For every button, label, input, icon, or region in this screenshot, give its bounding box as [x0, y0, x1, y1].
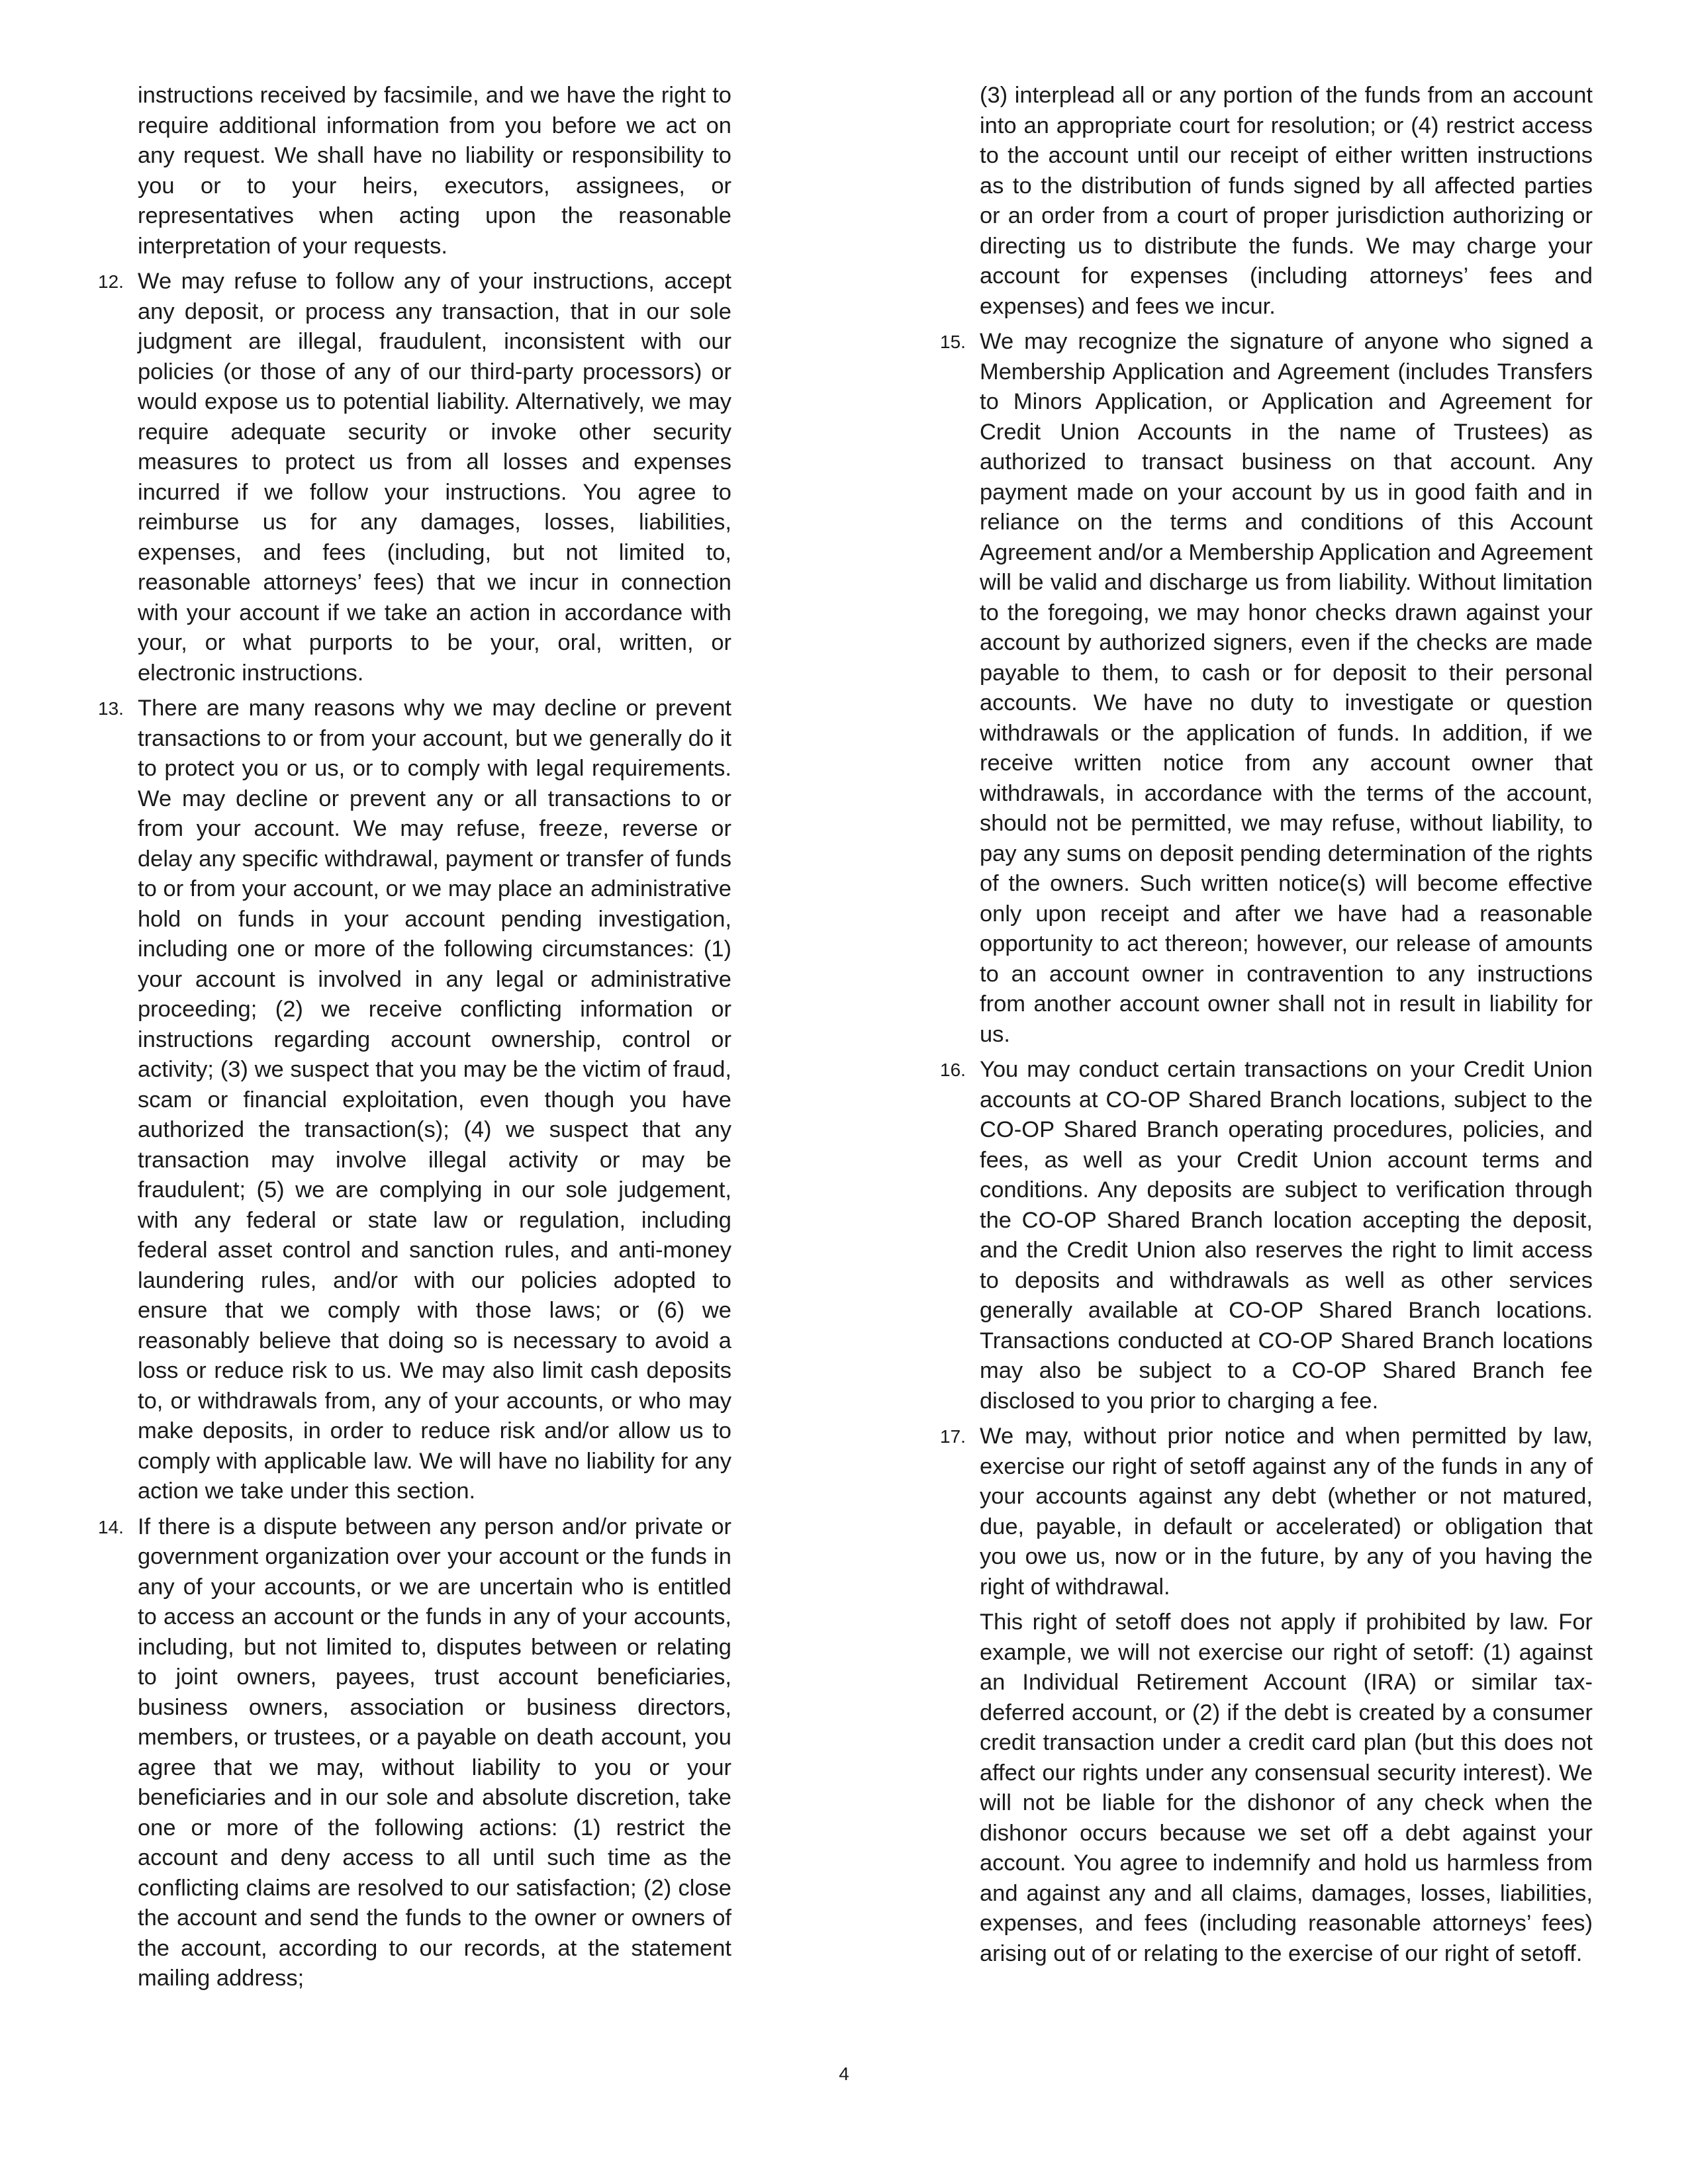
list-item-15	[940, 327, 1593, 1050]
item-number: 13.	[98, 698, 124, 719]
item-number: 14.	[98, 1516, 124, 1537]
item-14-continuation: (3) interplead all or any portion of the funds from an account into an appropriate court for resolution; or (4) restrict access to the account until our receipt of either written instructions as to the distribution of funds signed by all affected parties or an order from a court of proper jurisdiction authorizing or directing us to distribute the funds. We may charge your account for expenses (including attorneys’ fees and expenses) and fees we incur.	[980, 83, 1593, 319]
item-text: We may refuse to follow any of your instructions, accept any deposit, or process any transaction, that in our sole judgment are illegal, fraudulent, inconsistent with our policies (or those of any of our third-party processors) or would expose us to potential liability. Alternatively, we may require adequate security or invoke other security measures to protect us from all losses and expenses incurred if we follow your instructions. You agree to reimburse us for any damages, losses, liabilities, expenses, and fees (including, but not limited to, reasonable attorneys’ fees) that we incur in connection with your account if we take an action in accordance with your, or what purports to be your, oral, written, or electronic instructions.	[138, 269, 731, 686]
item-text: We may recognize the signature of anyone who signed a Membership Application and Agreement (includes Transfers to Minors Application, or Application and Agreement for Credit Union Accounts in the name of Trustees) as authorized to transact business on that account. Any payment made on your account by us in good faith and in reliance on the terms and conditions of this Account Agreement and/or a Membership Application and Agreement will be valid and discharge us from liability. Without limitation to the foregoing, we may honor checks drawn against your account by authorized signers, even if the checks are made payable to them, to cash or for deposit to their personal accounts. We have no duty to investigate or question withdrawals or the application of funds. In addition, if we receive written notice from any account owner that withdrawals, in accordance with the terms of the account, should not be permitted, we may refuse, without liability, to pay any sums on deposit pending determination of the rights of the owners. Such written notice(s) will become effective only upon receipt and after we have had a reasonable opportunity to act thereon; however, our release of amounts to an account owner in contravention to any instructions from another account owner shall not in result in liability for us.	[980, 329, 1593, 1047]
list-item-16	[940, 1055, 1593, 1416]
item-number: 15.	[940, 332, 966, 352]
page-number: 4	[839, 2064, 849, 2084]
list-item-12	[98, 267, 731, 688]
setoff-paragraph: This right of setoff does not apply if prohibited by law. For example, we will not exercise our right of setoff: (1) against an Individual Retirement Account (IRA) or similar tax-deferred account, or (2) if the debt is created by a consumer credit transaction under a credit card plan (but this does not affect our rights under any consensual security interest). We will not be liable for the dishonor of any check when the dishonor occurs because we set off a debt against your account. You agree to indemnify and hold us harmless from and against any and all claims, damages, losses, liabilities, expenses, and fees (including reasonable attorneys’ fees) arising out of or relating to the exercise of our right of setoff.	[980, 1610, 1593, 1966]
item-text: You may conduct certain transactions on your Credit Union accounts at CO-OP Shared Branch locations, subject to the CO-OP Shared Branch operating procedures, policies, and fees, as well as your Credit Union account terms and conditions. Any deposits are subject to verification through the CO-OP Shared Branch location accepting the deposit, and the Credit Union also reserves the right to limit access to deposits and withdrawals as well as other services generally available at CO-OP Shared Branch locations. Transactions conducted at CO-OP Shared Branch locations may also be subject to a CO-OP Shared Branch fee disclosed to you prior to charging a fee.	[980, 1057, 1593, 1414]
item-11-continuation: instructions received by facsimile, and we have the right to require additional information from you before we act on any request. We shall have no liability or responsibility to you or to your heirs, executors, assignees, or representatives when acting upon the reasonable interpretation of your requests.	[138, 83, 731, 259]
item-text: If there is a dispute between any person and/or private or government organization over your account or the funds in any of your accounts, or we are uncertain who is entitled to access an account or the funds in any of your accounts, including, but not limited to, disputes between or relating to joint owners, payees, trust account beneficiaries, business owners, association or business directors, members, or trustees, or a payable on death account, you agree that we may, without liability to you or your beneficiaries and in our sole and absolute discretion, take one or more of the following actions: (1) restrict the account and deny access to all until such time as the conflicting claims are resolved to our satisfaction; (2) close the account and send the funds to the owner or owners of the account, according to our records, at the statement mailing address;	[138, 1514, 731, 1991]
item-number: 16.	[940, 1060, 966, 1080]
item-text: We may, without prior notice and when permitted by law, exercise our right of setoff against any of the funds in any of your accounts against any debt (whether or not matured, due, payable, in default or accelerated) or obligation that you owe us, now or in the future, by any of you having the right of withdrawal.	[980, 1424, 1593, 1600]
list-item-14	[98, 1512, 731, 1994]
left-column	[98, 81, 731, 1999]
right-column	[940, 81, 1593, 1974]
list-item-13	[98, 694, 731, 1507]
list-item-17	[940, 1422, 1593, 1602]
item-number: 17.	[940, 1426, 966, 1447]
item-text: There are many reasons why we may decline or prevent transactions to or from your account, but we generally do it to protect you or us, or to comply with legal requirements. We may decline or prevent any or all transactions to or from your account. We may refuse, freeze, reverse or delay any specific withdrawal, payment or transfer of funds to or from your account, or we may place an administrative hold on funds in your account pending investigation, including one or more of the following circumstances: (1) your account is involved in any legal or administrative proceeding; (2) we receive conflicting information or instructions regarding account ownership, control or activity; (3) we suspect that you may be the victim of fraud, scam or financial exploitation, even though you have authorized the transaction(s); (4) we suspect that any transaction may involve illegal activity or may be fraudulent; (5) we are complying in our sole judgement, with any federal or state law or regulation, including federal asset control and sanction rules, and anti-money laundering rules, and/or with our policies adopted to ensure that we comply with those laws; or (6) we reasonably believe that doing so is necessary to avoid a loss or reduce risk to us. We may also limit cash deposits to, or withdrawals from, any of your accounts, or who may make deposits, in order to reduce risk and/or allow us to comply with applicable law. We will have no liability for any action we take under this section.	[138, 696, 731, 1504]
item-number: 12.	[98, 271, 124, 292]
